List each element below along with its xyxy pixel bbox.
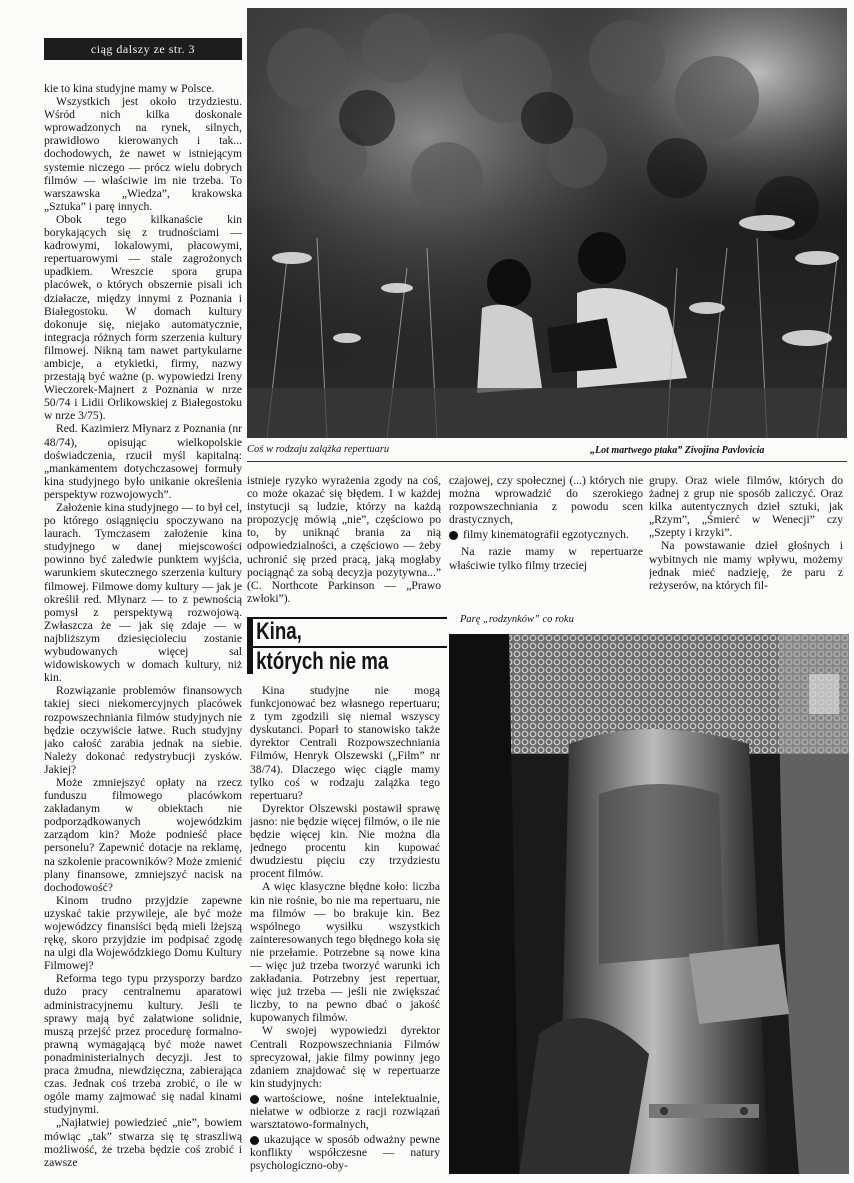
text-column-4 (649, 474, 843, 594)
text-column-1 (44, 82, 242, 1172)
paragraph: Wszystkich jest około trzydziestu. Wśród nich kilka doskonale wprowadzonych na rynek, silnych, prawidłowo kierowanych i tak... dochodowych, że nawet w istniejącym systemie niczego — prócz wielu dobrych filmów — właściwie im nie trzeba. To warszawska „Wiedza”, krakowska „Sztuka” i parę innych. (44, 95, 242, 213)
bullet-item: wartościowe, nośne intelektualnie, niełatwe w odbiorze z racji rozwiązań warsztatowo-formalnych, (250, 1091, 440, 1132)
film-still-armor-photo (449, 634, 849, 1174)
paragraph: grupy. Oraz wiele filmów, których do żadnej z grup nie sposób zaliczyć. Oraz kilka autentycznych dzieł sztuki, jak „Rzym”, „Śmierć w Wenecji” czy „Szepty i krzyki”. (649, 474, 843, 540)
paragraph: kie to kina studyjne mamy w Polsce. (44, 82, 215, 95)
paragraph: Na powstawanie dzieł głośnych i wybitnych nie mamy wpływu, możemy jednak mieć nadzieję, że paru z reżyserów, na których fil- (649, 539, 843, 592)
paragraph: A więc klasyczne błędne koło: liczba kin nie rośnie, bo nie ma repertuaru, nie ma filmów — bo brakuje kin. Bez wspólnego wysiłku wszystkich zainteresowanych tego błędnego koła się nie przełamie. Potrzebne są nowe kina — więc już trzeba tworzyć warunki ich zakładania. Potrzebny jest repertuar, więc już trzeba — jeśli nie zwiększać liczby, to na pewno dbać o jakość kupowanych filmów. (250, 880, 440, 1025)
bullet-icon (250, 1095, 259, 1104)
bullet-item: filmy kinematografii egzotycznych. (449, 528, 643, 541)
paragraph: Kina studyjne nie mogą funkcjonować bez własnego repertuaru; z tym zgodzili się niemal wszyscy dyskutanci. Poparł to stanowisko także dyrektor Centrali Rozpowszechniania Filmów, Henryk Olszewski („Film” nr 38/74). Dlaczego więc ciągle mamy tylko coś w rodzaju zalążka tego repertuaru? (250, 684, 440, 802)
paragraph: Na razie mamy w repertuarze właściwie tylko filmy trzeciej (449, 545, 643, 572)
paragraph: Może zmniejszyć opłaty na rzecz funduszu filmowego placówkom zakładanym w obiektach nie podporządkowanych wojewódzkim zarządom kin? Może podnieść płace personelu? Zapewnić dotacje na reklamę, na szkolenie pracowników? Może zmienić plany finansowe, zmniejszyć nacisk na dochodowość? (44, 775, 242, 894)
bullet-item: ukazujące w sposób odważny pewne konflikty współczesne — natury psychologiczno-oby- (250, 1133, 440, 1173)
headline-line-1: Kina, (256, 618, 302, 645)
paragraph: Obok tego kilkanaście kin borykających się z trudnościami — kadrowymi, lokalowymi, płacowymi, repertuarowymi — stale zagrożonych upadkiem. Wreszcie spora grupa placówek, o których obszernie pisali ich działacze, między innymi z Poznania i Białegostoku. W domach kultury dokonuje się, niejako automatycznie, integracja różnych form szerzenia kultury filmowej. Nikną tam nawet partykularne ambicje, a etykietki, firmy, nazwy przestają być ważne (p. wypowiedzi Ireny Wieczorek-Majnert z Poznania w nrze 50/74 i Lidii Orlikowskiej z Białegostoku w nrze 3/75). (44, 212, 242, 423)
bullet-icon (250, 1136, 259, 1145)
text-column-3 (449, 474, 643, 584)
paragraph: Rozwiązanie problemów finansowych takiej sieci niekomercyjnych placówek rozpowszechniania filmów studyjnych nie będzie oczywiście łatwe. Ruch studyjny jako całość zarabia jednak na siebie. Należy dokonać redystrybucji zysków. Jakiej? (44, 684, 242, 776)
continued-from-banner: ciąg dalszy ze str. 3 (44, 38, 242, 60)
text-column-2 (247, 474, 441, 614)
paragraph: „Najłatwiej powiedzieć „nie”, bowiem mówiąc „tak” stwarza się tę straszliwą możliwość, że trzeba będzie coś zrobić i zawsze (44, 1116, 242, 1169)
photo1-caption: Coś w rodzaju zalążka repertuaru (247, 444, 390, 455)
paragraph: Kinom trudno przyjdzie zapewne uzyskać takie przywileje, ale być może wojewódzcy finansiści będą mieli lżejszą rękę, skoro przyjdzie im podpisać zgodę na ulgi dla Wojewódzkiego Domu Kultury Filmowej? (44, 893, 242, 973)
paragraph: Reforma tego typu przysporzy bardzo dużo pracy centralnemu aparatowi administracyjnemu kultury. Jeśli te sprawy mają być załatwione solidnie, muszą przejść przez procedurę formalno-prawną wymagającą być może nawet ponadministerialnych decyzji. Jest to praca żmudna, niewdzięczna, zabierająca czas. Jednak coś trzeba zrobić, o ile w ogóle mamy zajmować się nadal kinami studyjnymi. (44, 972, 242, 1117)
paragraph: Red. Kazimierz Młynarz z Poznania (nr 48/74), opisując wielkopolskie doświadczenia, rzucił myśl kapitalną: „mankamentem dotychczasowej formuły kina studyjnego było unikanie określenia perspektyw rozwojowych”. (44, 422, 242, 501)
paragraph: W swojej wypowiedzi dyrektor Centrali Rozpowszechniania Filmów sprecyzował, jakie filmy powinny jego zdaniem znajdować się w repertuarze kin studyjnych: (250, 1024, 440, 1090)
paragraph: istnieje ryzyko wyrażenia zgody na coś, co może okazać się błędem. I w każdej instytucji są ludzie, którzy na każdą propozycję mówią „nie”, częściowo po to, by uniknąć brania za nią odpowiedzialności, a częściowo — żeby uchronić się przed pracą, jaką mogłaby pociągnąć za sobą decyzja pozytywna...” (C. Northcote Parkinson — „Prawo zwłoki”). (247, 474, 441, 605)
headline-line-2: których nie ma (256, 648, 389, 675)
paragraph: Dyrektor Olszewski postawił sprawę jasno: nie będzie więcej filmów, o ile nie będzie więcej kin. Nie można dla jednego procentu kin kupować dwudziestu pięciu czy trzydziestu procent filmów. (250, 801, 440, 881)
paragraph: czajowej, czy społecznej (...) których nie można wprowadzić do szerokiego rozpowszechniania z powodu scen drastycznych, (449, 474, 643, 527)
section-headline (247, 617, 447, 674)
bullet-icon (449, 531, 458, 540)
text-column-5 (250, 684, 440, 1174)
film-still-meadow-photo (247, 8, 847, 438)
photo2-caption: Parę „rodzynków” co roku (460, 614, 574, 625)
photo1-credit-caption: „Lot martwego ptaka” Zivojina Pavlovicia (590, 445, 765, 456)
caption-divider (247, 461, 847, 462)
paragraph: Założenie kina studyjnego — to był cel, po którego osiągnięciu spoczywano na laurach. Tymczasem założenie kina studyjnego w danej miejscowości powinno być zaledwie punktem wyjścia, warunkiem skutecznego szerzenia kultury filmowej. Filmowe domy kultury — jak je określił red. Młynarz — to z pewnością pomysł z perspektywą rozwojową. Zwłaszcza że — jak się zdaje — w najbliższym dziesięcioleciu zostanie wybudowanych więcej sal widowiskowych w domach kultury, niż kin. (44, 501, 242, 685)
